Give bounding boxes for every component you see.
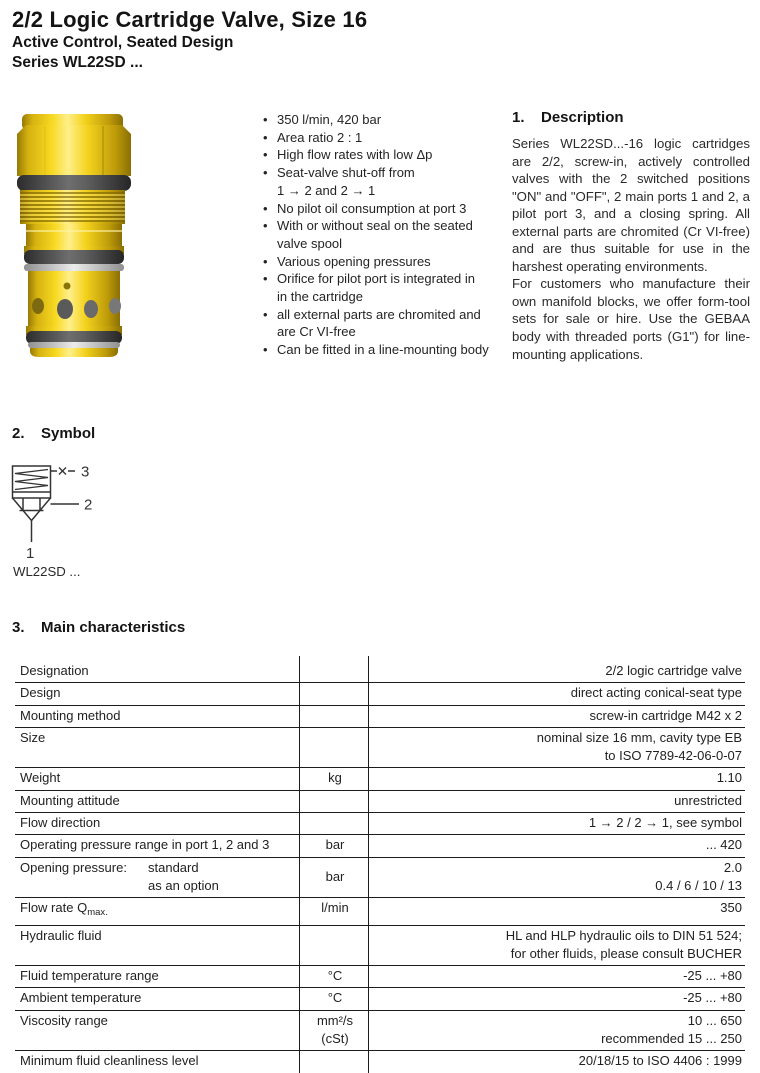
table-row bbox=[15, 898, 745, 925]
characteristic-label: Minimum fluid cleanliness level bbox=[15, 1051, 300, 1073]
characteristic-value: 2/2 logic cartridge valve bbox=[605, 663, 742, 678]
characteristic-unit bbox=[300, 813, 369, 835]
port-label-2: 2 bbox=[84, 496, 93, 514]
characteristic-value: -25 ... +80 bbox=[683, 968, 742, 984]
characteristic-value: -25 ... +80 bbox=[683, 990, 742, 1006]
characteristic-unit: bar bbox=[300, 835, 369, 857]
characteristic-value: HL and HLP hydraulic oils to DIN 51 524; for other fluids, please consult BUCHER bbox=[505, 927, 742, 961]
characteristics-table bbox=[15, 656, 745, 1073]
characteristics-table-body bbox=[15, 656, 745, 1073]
feature-item bbox=[263, 341, 513, 359]
feature-item bbox=[263, 306, 513, 341]
section-number: 1. bbox=[512, 109, 525, 126]
characteristic-label: Ambient temperature bbox=[15, 988, 300, 1010]
characteristic-value: 1 → 2 / 2 → 1, see symbol bbox=[588, 815, 742, 831]
characteristic-label: Fluid temperature range bbox=[15, 966, 300, 988]
feature-item bbox=[263, 111, 513, 129]
port-label-1: 1 bbox=[26, 545, 35, 562]
characteristic-label: Flow direction bbox=[15, 813, 300, 835]
characteristic-label: Size bbox=[15, 727, 300, 768]
characteristic-unit: l/min bbox=[300, 898, 369, 925]
feature-text: 350 l/min, 420 bar bbox=[277, 112, 382, 127]
characteristic-unit: bar bbox=[300, 857, 369, 898]
symbol-caption: WL22SD ... bbox=[13, 564, 81, 579]
table-row bbox=[15, 727, 745, 768]
page-series: Series WL22SD ... bbox=[12, 53, 143, 71]
characteristic-label-prefix: Opening pressure: bbox=[20, 859, 127, 875]
table-row bbox=[15, 683, 745, 705]
symbol-heading bbox=[12, 425, 95, 442]
table-row bbox=[15, 966, 745, 988]
feature-list bbox=[263, 111, 513, 359]
header-block bbox=[12, 6, 367, 72]
characteristic-value: ... 420 bbox=[705, 837, 742, 853]
description-paragraph: Series WL22SD...-16 logic cartridges are 2/2, screw-in, actively controlled valves with the 2 switched positions "ON" and "OFF", 2 main ports 1 and 2, a pilot port 3, and a closing spring. All external parts are chromited (Cr VI-free) and are thus suitable for use in the harshest operating environments. bbox=[512, 136, 750, 274]
characteristic-unit bbox=[300, 656, 369, 683]
characteristic-unit bbox=[300, 727, 369, 768]
bullet-icon: • bbox=[263, 253, 268, 269]
characteristic-unit: °C bbox=[300, 988, 369, 1010]
characteristic-label: Hydraulic fluid bbox=[15, 925, 300, 966]
feature-text: Seat-valve shut-off from 1 → 2 and 2 → 1 bbox=[277, 165, 415, 198]
bullet-icon: • bbox=[263, 129, 268, 145]
table-row bbox=[15, 925, 745, 966]
table-row bbox=[15, 705, 745, 727]
table-row bbox=[15, 857, 745, 898]
bullet-icon: • bbox=[263, 112, 268, 127]
description-heading bbox=[512, 109, 750, 126]
bullet-icon: • bbox=[263, 200, 268, 216]
table-row bbox=[15, 790, 745, 812]
feature-text: Area ratio 2 : 1 bbox=[277, 129, 363, 145]
feature-text: With or without seal on the seated valve spool bbox=[277, 218, 473, 251]
characteristic-value: nominal size 16 mm, cavity type EB to ISO 7789-42-06-0-07 bbox=[536, 729, 742, 764]
characteristic-unit bbox=[300, 705, 369, 727]
feature-item bbox=[263, 129, 513, 147]
description-paragraph: For customers who manufacture their own manifold blocks, we offer form-tool sets for sale or hire. Use the GEBAA body with threaded ports (G1") for line-mounting applications. bbox=[512, 276, 750, 362]
feature-text: Orifice for pilot port is integrated in in the cartridge bbox=[277, 271, 475, 305]
characteristic-unit: °C bbox=[300, 966, 369, 988]
product-photo-cartridge-valve bbox=[15, 113, 145, 358]
feature-item bbox=[263, 146, 513, 164]
table-row bbox=[15, 1010, 745, 1051]
feature-text: Can be fitted in a line-mounting body bbox=[277, 342, 489, 358]
bullet-icon: • bbox=[263, 342, 268, 358]
table-row bbox=[15, 656, 745, 683]
bullet-icon: • bbox=[263, 165, 268, 181]
table-row bbox=[15, 988, 745, 1010]
characteristic-value: 20/18/15 to ISO 4406 : 1999 bbox=[578, 1053, 742, 1069]
feature-text: Various opening pressures bbox=[277, 253, 431, 269]
section-number: 2. bbox=[12, 425, 25, 442]
feature-item bbox=[263, 164, 513, 199]
characteristic-unit bbox=[300, 1051, 369, 1073]
feature-text: all external parts are chromited and are Cr VI-free bbox=[277, 306, 481, 340]
characteristic-unit bbox=[300, 790, 369, 812]
subscript: max. bbox=[87, 907, 108, 919]
characteristic-label: Designation bbox=[15, 656, 300, 683]
characteristic-label bbox=[15, 857, 300, 898]
characteristic-value: 10 ... 650 recommended 15 ... 250 bbox=[601, 1012, 742, 1047]
bullet-icon: • bbox=[263, 218, 268, 234]
characteristic-unit bbox=[300, 683, 369, 705]
section-title: Symbol bbox=[41, 425, 96, 442]
feature-text: High flow rates with low Δp bbox=[277, 147, 433, 163]
characteristic-label: Viscosity range bbox=[15, 1010, 300, 1051]
characteristic-unit: kg bbox=[300, 768, 369, 790]
bullet-icon: • bbox=[263, 271, 268, 287]
feature-item bbox=[263, 217, 513, 252]
characteristic-value: 2.0 0.4 / 6 / 10 / 13 bbox=[655, 859, 742, 893]
port-label-3: 3 bbox=[81, 463, 90, 481]
characteristic-label: Operating pressure range in port 1, 2 and 3 bbox=[15, 835, 300, 857]
table-row bbox=[15, 768, 745, 790]
feature-item bbox=[263, 253, 513, 271]
section-number: 3. bbox=[12, 619, 25, 636]
table-row bbox=[15, 1051, 745, 1073]
characteristic-value: 350 bbox=[720, 900, 742, 916]
page-title: 2/2 Logic Cartridge Valve, Size 16 bbox=[12, 7, 368, 32]
characteristic-label: Weight bbox=[15, 768, 300, 790]
characteristic-value: unrestricted bbox=[674, 792, 742, 808]
table-row bbox=[15, 835, 745, 857]
characteristic-unit bbox=[300, 925, 369, 966]
characteristic-label: Mounting method bbox=[15, 705, 300, 727]
characteristic-value: 1.10 bbox=[716, 770, 742, 786]
bullet-icon: • bbox=[263, 306, 268, 322]
feature-item bbox=[263, 270, 513, 305]
characteristic-label: Flow rate $Q_{max.}$ bbox=[15, 898, 300, 925]
characteristic-unit: mm²/s (cSt) bbox=[300, 1010, 369, 1051]
feature-item bbox=[263, 200, 513, 218]
characteristic-label: Mounting attitude bbox=[15, 790, 300, 812]
page-subtitle: Active Control, Seated Design bbox=[12, 34, 234, 51]
section-title: Main characteristics bbox=[41, 619, 186, 636]
description-text bbox=[512, 135, 750, 363]
characteristic-label: Design bbox=[15, 683, 300, 705]
characteristics-heading bbox=[12, 619, 185, 636]
hydraulic-symbol bbox=[8, 458, 118, 566]
characteristic-label-options: standard as an option bbox=[148, 859, 219, 893]
characteristic-value: screw-in cartridge M42 x 2 bbox=[589, 707, 742, 723]
description-section bbox=[512, 109, 750, 363]
section-title: Description bbox=[541, 109, 624, 126]
table-row bbox=[15, 813, 745, 835]
feature-text: No pilot oil consumption at port 3 bbox=[277, 200, 467, 216]
bullet-icon: • bbox=[263, 147, 268, 163]
characteristic-value: direct acting conical-seat type bbox=[570, 685, 742, 701]
